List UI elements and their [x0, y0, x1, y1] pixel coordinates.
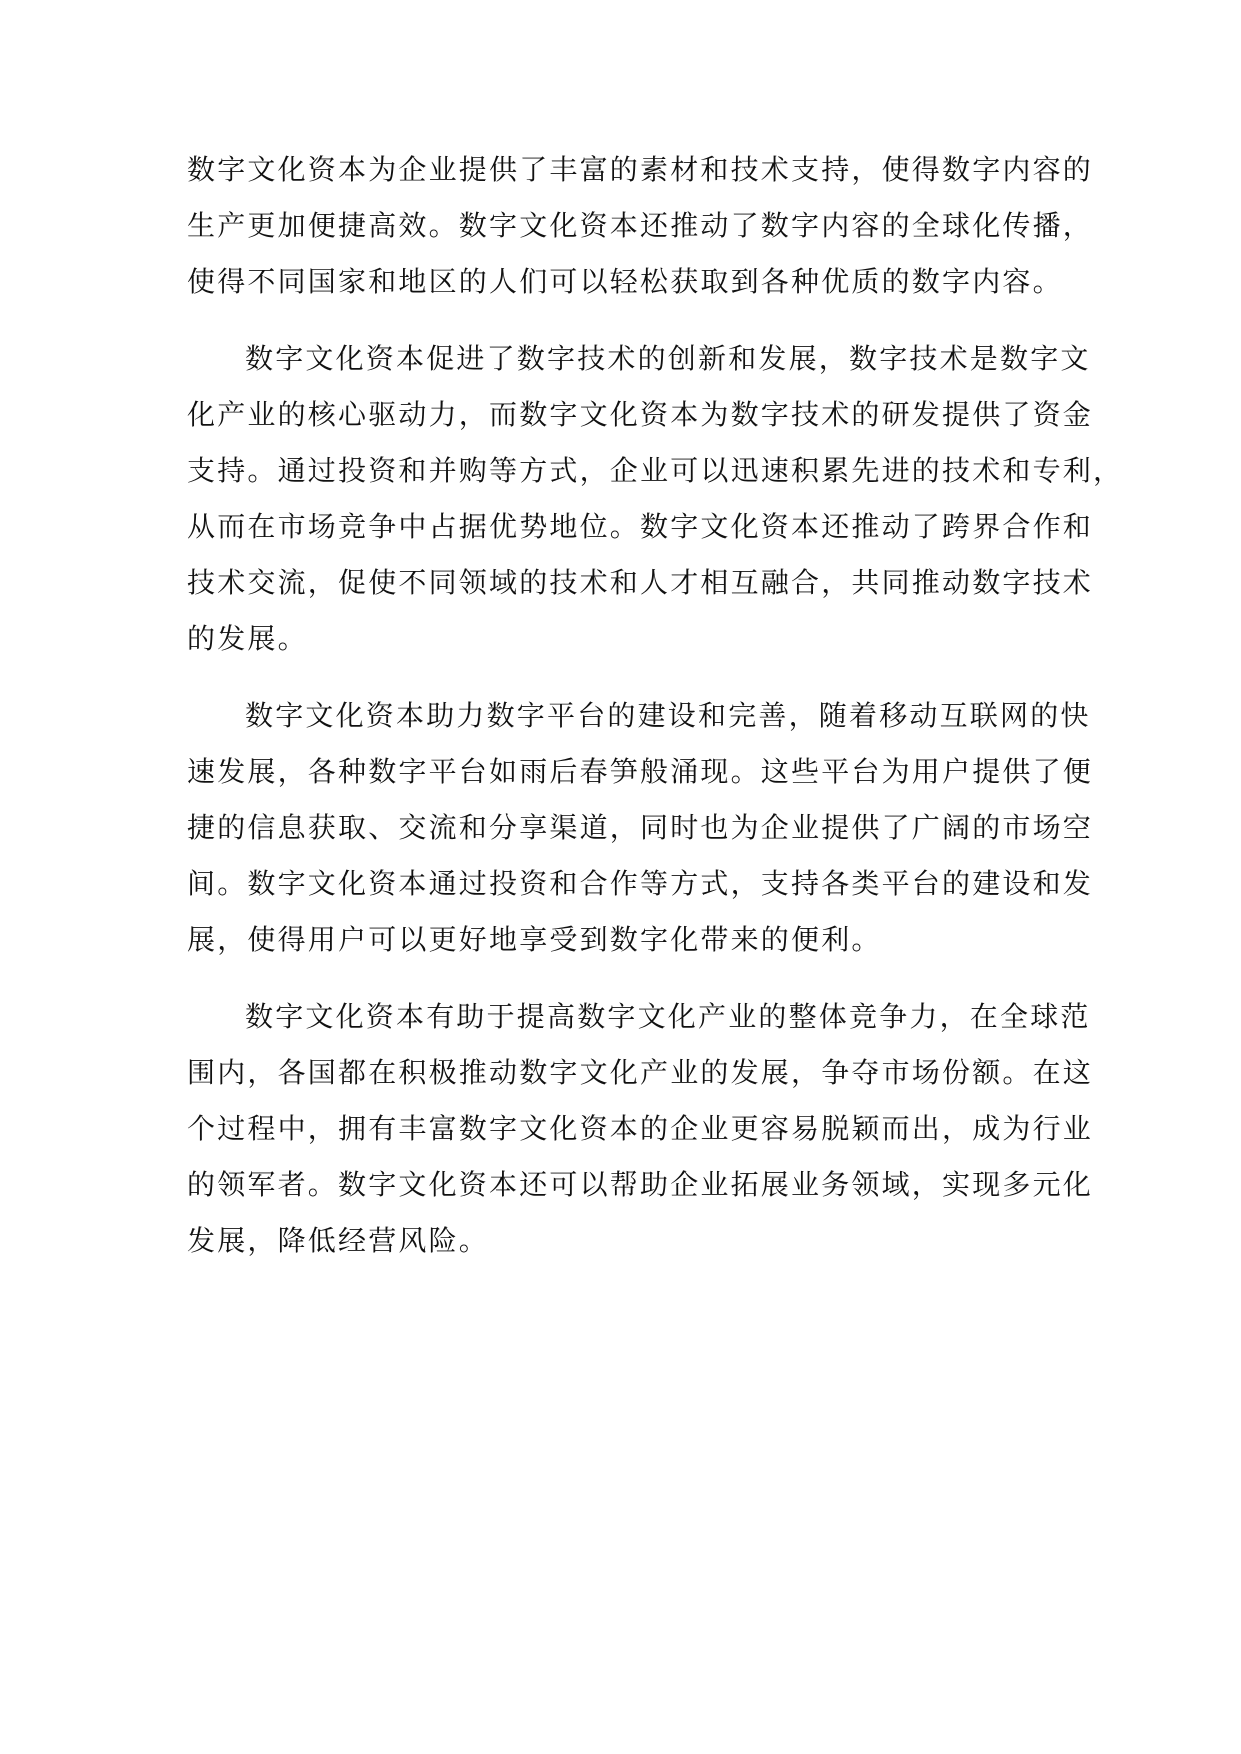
- paragraph-line: 数字文化资本促进了数字技术的创新和发展，数字技术是数字文: [245, 342, 1091, 375]
- paragraph-1: [187, 142, 1094, 310]
- paragraph-line: 使得不同国家和地区的人们可以轻松获取到各种优质的数字内容。: [187, 265, 1063, 298]
- paragraph-line: 间。数字文化资本通过投资和合作等方式，支持各类平台的建设和发: [187, 867, 1094, 900]
- paragraph-line: 速发展，各种数字平台如雨后春笋般涌现。这些平台为用户提供了便: [187, 755, 1094, 788]
- paragraph-line: 化产业的核心驱动力，而数字文化资本为数字技术的研发提供了资金: [187, 398, 1094, 431]
- paragraph-line: 发展，降低经营风险。: [187, 1224, 490, 1257]
- paragraph-4: [187, 989, 1094, 1269]
- paragraph-line: 数字文化资本有助于提高数字文化产业的整体竞争力，在全球范: [245, 1000, 1091, 1033]
- paragraph-line: 生产更加便捷高效。数字文化资本还推动了数字内容的全球化传播，: [187, 209, 1094, 242]
- paragraph-line: 数字文化资本为企业提供了丰富的素材和技术支持，使得数字内容的: [187, 153, 1094, 186]
- paragraph-line: 的领军者。数字文化资本还可以帮助企业拓展业务领域，实现多元化: [187, 1168, 1094, 1201]
- paragraph-2: [187, 331, 1124, 667]
- paragraph-line: 个过程中，拥有丰富数字文化资本的企业更容易脱颖而出，成为行业: [187, 1112, 1094, 1145]
- paragraph-line: 展，使得用户可以更好地享受到数字化带来的便利。: [187, 923, 882, 956]
- paragraph-line: 支持。通过投资和并购等方式，企业可以迅速积累先进的技术和专利，: [187, 454, 1124, 487]
- paragraph-spacer: [187, 310, 1052, 331]
- paragraph-spacer: [187, 667, 1052, 688]
- paragraph-line: 从而在市场竞争中占据优势地位。数字文化资本还推动了跨界合作和: [187, 510, 1094, 543]
- paragraph-line: 技术交流，促使不同领域的技术和人才相互融合，共同推动数字技术: [187, 566, 1094, 599]
- paragraph-line: 数字文化资本助力数字平台的建设和完善，随着移动互联网的快: [245, 699, 1091, 732]
- paragraph-spacer: [187, 968, 1052, 989]
- paragraph-3: [187, 688, 1094, 968]
- paragraph-line: 的发展。: [187, 622, 308, 655]
- paragraph-line: 围内，各国都在积极推动数字文化产业的发展，争夺市场份额。在这: [187, 1056, 1094, 1089]
- document-body: [187, 142, 1124, 1269]
- paragraph-line: 捷的信息获取、交流和分享渠道，同时也为企业提供了广阔的市场空: [187, 811, 1094, 844]
